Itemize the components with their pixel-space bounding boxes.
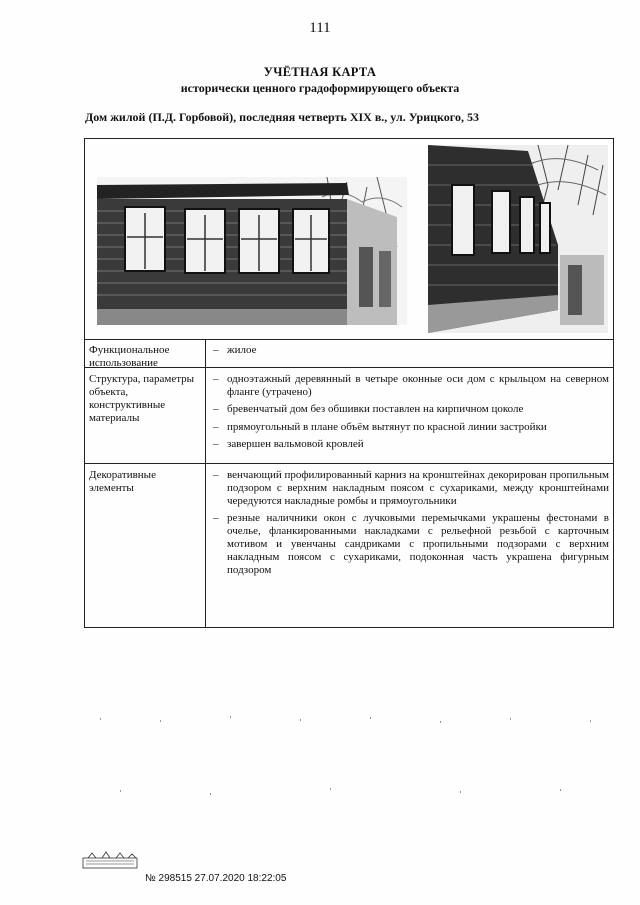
list-item: – одноэтажный деревянный в четыре оконные оси дом с крыльцом на северном фланге (утрачено) [211,373,609,399]
house-facade-photo [97,177,407,325]
photo-row [85,139,613,340]
card-subtitle: исторически ценного градоформирующего объекта [180,81,460,95]
value-functional-use [211,344,609,357]
list-item: – резные наличники окон с лучковыми перемычками украшены фестонами в очелье, фланкированными накладками с рельефной резьбой с карточным мотивом и увенчаны сандриками с пропильными подзорами с верхним накладным поясом с сухариками, подоконная часть украшена фигурным подзором [211,512,609,578]
value-structure [211,373,609,451]
list-item: – венчающий профилированный карниз на кронштейнах декорирован пропильным подзором с верхним накладным поясом с сухариками, между кронштейнами чередуются накладные ромбы и прямоугольники [211,469,609,509]
stamp-logo [82,850,138,870]
label-functional-use: Функциональное использование [89,344,170,369]
page-number: 111 [309,20,331,36]
object-name: Дом жилой (П.Д. Горбовой), последняя четверть XIX в., ул. Урицкого, 53 [85,110,479,124]
row-divider [85,463,613,464]
card-title: УЧЁТНАЯ КАРТА [263,65,377,79]
record-card-table [84,138,614,628]
house-angle-photo [428,145,608,333]
list-item: – завершен вальмовой кровлей [211,438,609,451]
column-divider [205,339,206,627]
list-item: – жилое [211,344,609,357]
registration-number: № 298515 27.07.2020 18:22:05 [145,873,287,884]
list-item: – бревенчатый дом без обшивки поставлен на кирпичном цоколе [211,403,609,416]
list-item: – прямоугольный в плане объём вытянут по красной линии застройки [211,421,609,434]
label-decorative: Декоративные элементы [89,469,156,494]
value-decorative [211,469,609,578]
label-structure: Структура, параметры объекта, конструктивные материалы [89,373,195,424]
